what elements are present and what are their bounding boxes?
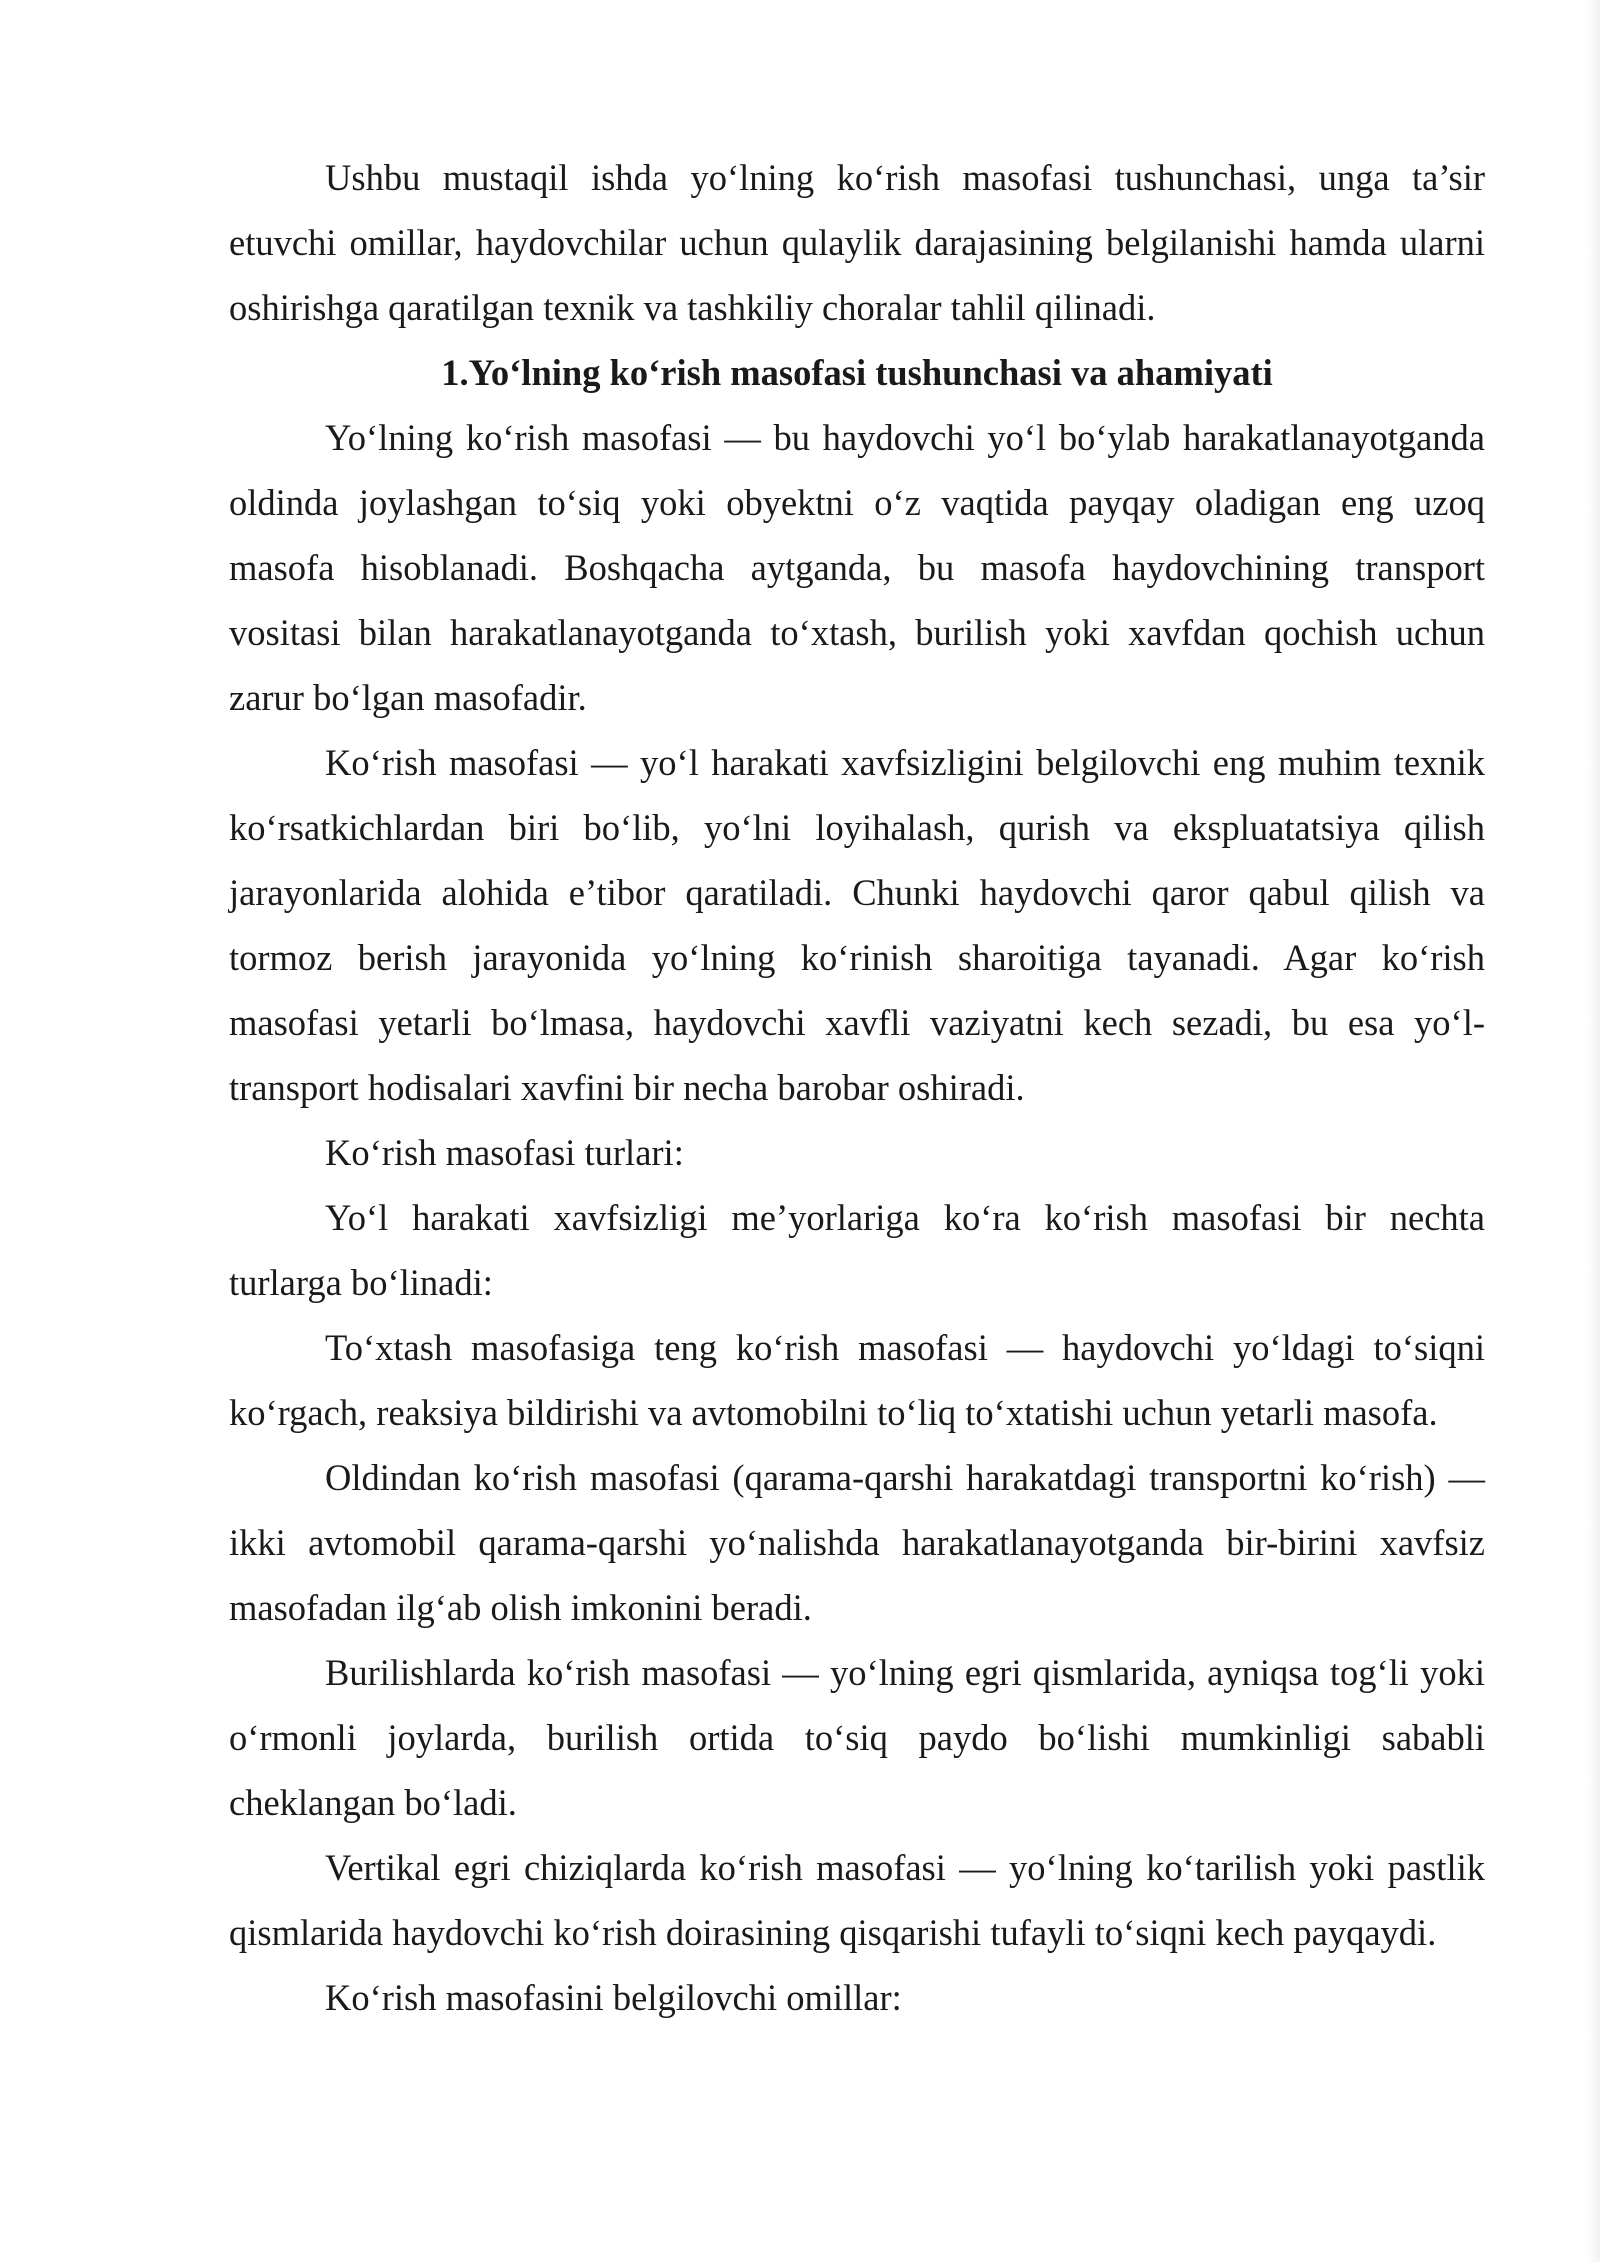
paragraph-stopping-distance: To‘xtash masofasiga teng ko‘rish masofasi — haydovchi yo‘ldagi to‘siqni ko‘rgach, reaksiya bildirishi va avtomobilni to‘liq to‘xtatishi uchun yetarli masofa. — [229, 1327, 1485, 1433]
document-body — [229, 145, 1485, 2030]
intro-paragraph: Ushbu mustaqil ishda yo‘lning ko‘rish masofasi tushunchasi, unga ta’sir etuvchi omillar, haydovchilar uchun qulaylik darajasining belgilanishi hamda ularni oshirishga qaratilgan texnik va tashkiliy choralar tahlil qilinadi. — [229, 157, 1485, 328]
paragraph-definition: Yo‘lning ko‘rish masofasi — bu haydovchi yo‘l bo‘ylab harakatlanayotganda oldinda joylashgan to‘siq yoki obyektni o‘z vaqtida payqay oladigan eng uzoq masofa hisoblanadi. Boshqacha aytganda, bu masofa haydovchining transport vositasi bilan harakatlanayotganda to‘xtash, burilish yoki xavfdan qochish uchun zarur bo‘lgan masofadir. — [229, 417, 1485, 718]
paragraph-importance: Ko‘rish masofasi — yo‘l harakati xavfsizligini belgilovchi eng muhim texnik ko‘rsatkichlardan biri bo‘lib, yo‘lni loyihalash, qurish va ekspluatatsiya qilish jarayonlarida alohida e’tibor qaratiladi. Chunki haydovchi qaror qabul qilish va tormoz berish jarayonida yo‘lning ko‘rinish sharoitiga tayanadi. Agar ko‘rish masofasi yetarli bo‘lmasa, haydovchi xavfli vaziyatni kech sezadi, bu esa yo‘l-transport hodisalari xavfini bir necha barobar oshiradi. — [229, 742, 1485, 1108]
paragraph-curve-distance: Burilishlarda ko‘rish masofasi — yo‘lning egri qismlarida, ayniqsa tog‘li yoki o‘rmonli joylarda, burilish ortida to‘siq paydo bo‘lishi mumkinligi sababli cheklangan bo‘ladi. — [229, 1652, 1485, 1823]
paragraph-types-classification: Yo‘l harakati xavfsizligi me’yorlariga ko‘ra ko‘rish masofasi bir nechta turlarga bo‘linadi: — [229, 1197, 1485, 1303]
paragraph-vertical-curve: Vertikal egri chiziqlarda ko‘rish masofasi — yo‘lning ko‘tarilish yoki pastlik qismlarida haydovchi ko‘rish doirasining qisqarishi tufayli to‘siqni kech payqaydi. — [229, 1847, 1485, 1953]
paragraph-factors-intro: Ko‘rish masofasini belgilovchi omillar: — [325, 1977, 902, 2018]
section-heading: 1.Yo‘lning ko‘rish masofasi tushunchasi va ahamiyati — [441, 352, 1273, 393]
page-edge-shadow — [1586, 0, 1600, 2262]
paragraph-passing-distance: Oldindan ko‘rish masofasi (qarama-qarshi harakatdagi transportni ko‘rish) — ikki avtomobil qarama-qarshi yo‘nalishda harakatlanayotganda bir-birini xavfsiz masofadan ilg‘ab olish imkonini beradi. — [229, 1457, 1485, 1628]
paragraph-types-intro: Ko‘rish masofasi turlari: — [325, 1132, 684, 1173]
